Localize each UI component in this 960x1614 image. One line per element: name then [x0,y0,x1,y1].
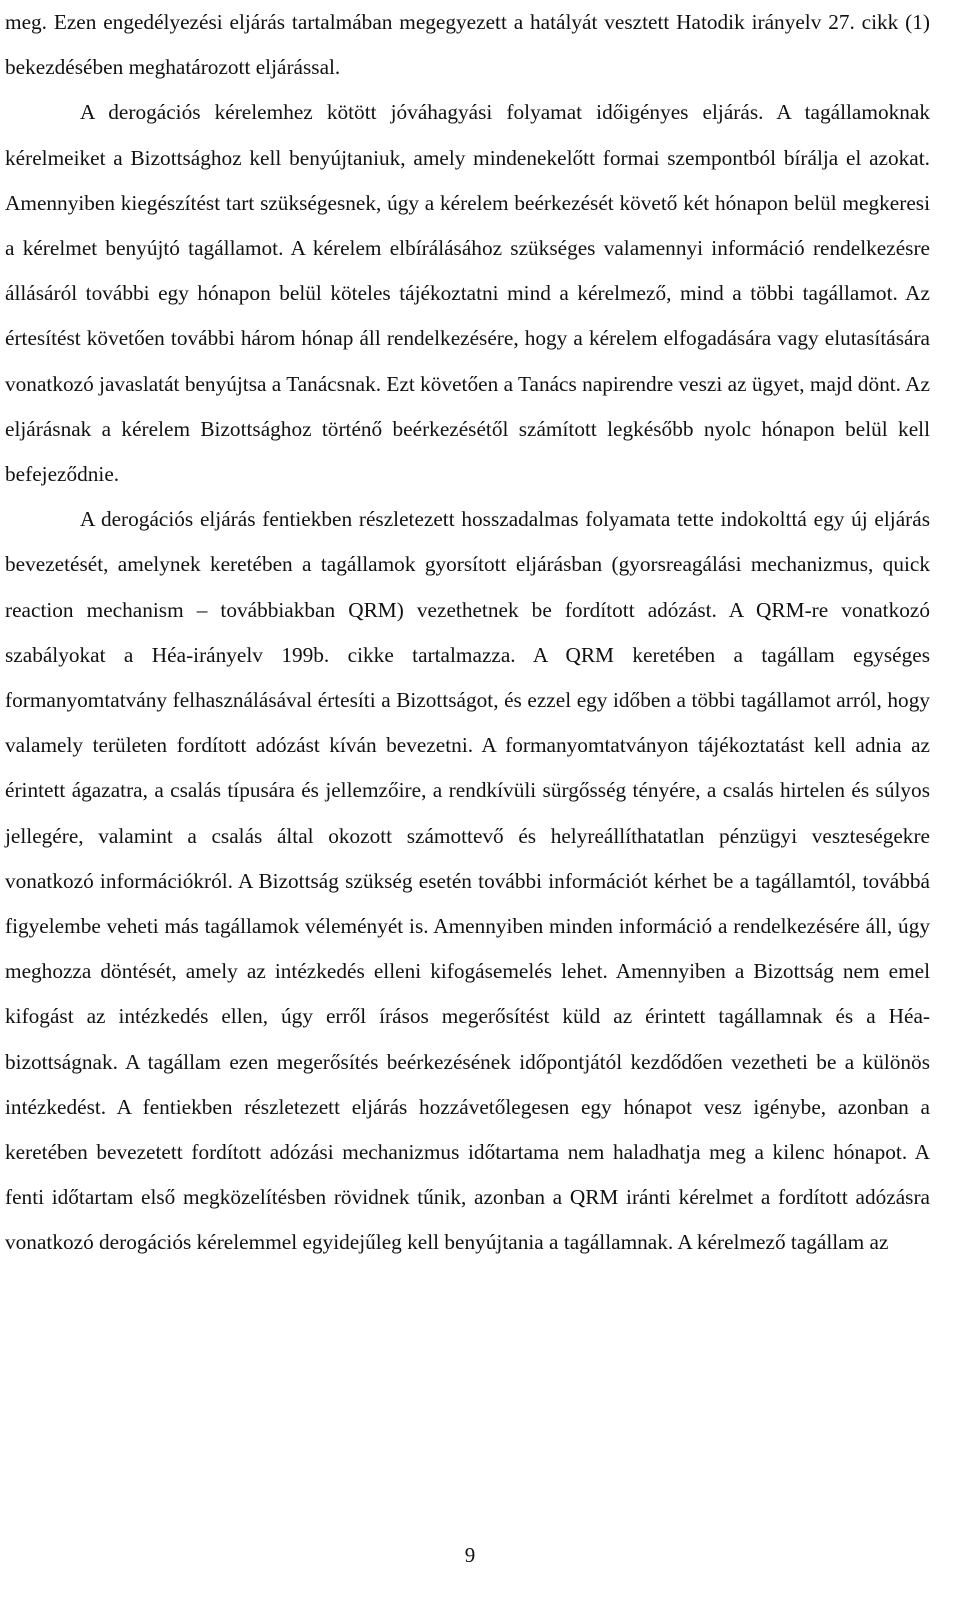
paragraph-continuation: meg. Ezen engedélyezési eljárás tartalmában megegyezett a hatályát vesztett Hatodik irányelv 27. cikk (1) bekezdésében meghatározott eljárással. [5,10,930,80]
document-body [5,0,930,1266]
page-number: 9 [464,1543,476,1567]
paragraph-derogation-approval: A derogációs kérelemhez kötött jóváhagyási folyamat időigényes eljárás. A tagállamoknak kérelmeiket a Bizottsághoz kell benyújtaniuk, amely mindenekelőtt formai szempontból bírálja el azokat. Amennyiben kiegészítést tart szükségesnek, úgy a kérelem beérkezését követő két hónapon belül megkeresi a kérelmet benyújtó tagállamot. A kérelem elbírálásához szükséges valamennyi információ rendelkezésre állásáról további egy hónapon belül köteles tájékoztatni mind a kérelmező, mind a többi tagállamot. Az értesítést követően további három hónap áll rendelkezésére, hogy a kérelem elfogadására vagy elutasítására vonatkozó javaslatát benyújtsa a Tanácsnak. Ezt követően a Tanács napirendre veszi az ügyet, majd dönt. Az eljárásnak a kérelem Bizottsághoz történő beérkezésétől számított legkésőbb nyolc hónapon belül kell befejeződnie. [5,100,930,487]
paragraph-qrm: A derogációs eljárás fentiekben részletezett hosszadalmas folyamata tette indokolttá egy új eljárás bevezetését, amelynek keretében a tagállamok gyorsított eljárásban (gyorsreagálási mechanizmus, quick reaction mechanism – továbbiakban QRM) vezethetnek be fordított adózást. A QRM-re vonatkozó szabályokat a Héa-irányelv 199b. cikke tartalmazza. A QRM keretében a tagállam egységes formanyomtatvány felhasználásával értesíti a Bizottságot, és ezzel egy időben a többi tagállamot arról, hogy valamely területen fordított adózást kíván bevezetni. A formanyomtatványon tájékoztatást kell adnia az érintett ágazatra, a csalás típusára és jellemzőire, a rendkívüli sürgősség tényére, a csalás hirtelen és súlyos jellegére, valamint a csalás által okozott számottevő és helyreállíthatatlan pénzügyi veszteségekre vonatkozó információkról. A Bizottság szükség esetén további információt kérhet be a tagállamtól, továbbá figyelembe veheti más tagállamok véleményét is. Amennyiben minden információ a rendelkezésére áll, úgy meghozza döntését, amely az intézkedés elleni kifogásemelés lehet. Amennyiben a Bizottság nem emel kifogást az intézkedés ellen, úgy erről írásos megerősítést küld az érintett tagállamnak és a Héa-bizottságnak. A tagállam ezen megerősítés beérkezésének időpontjától kezdődően vezetheti be a különös intézkedést. A fentiekben részletezett eljárás hozzávetőlegesen egy hónapot vesz igénybe, azonban a keretében bevezetett fordított adózási mechanizmus időtartama nem haladhatja meg a kilenc hónapot. A fenti időtartam első megközelítésben rövidnek tűnik, azonban a QRM iránti kérelmet a fordított adózásra vonatkozó derogációs kérelemmel egyidejűleg kell benyújtania a tagállamnak. A kérelmező tagállam az [5,507,930,1255]
